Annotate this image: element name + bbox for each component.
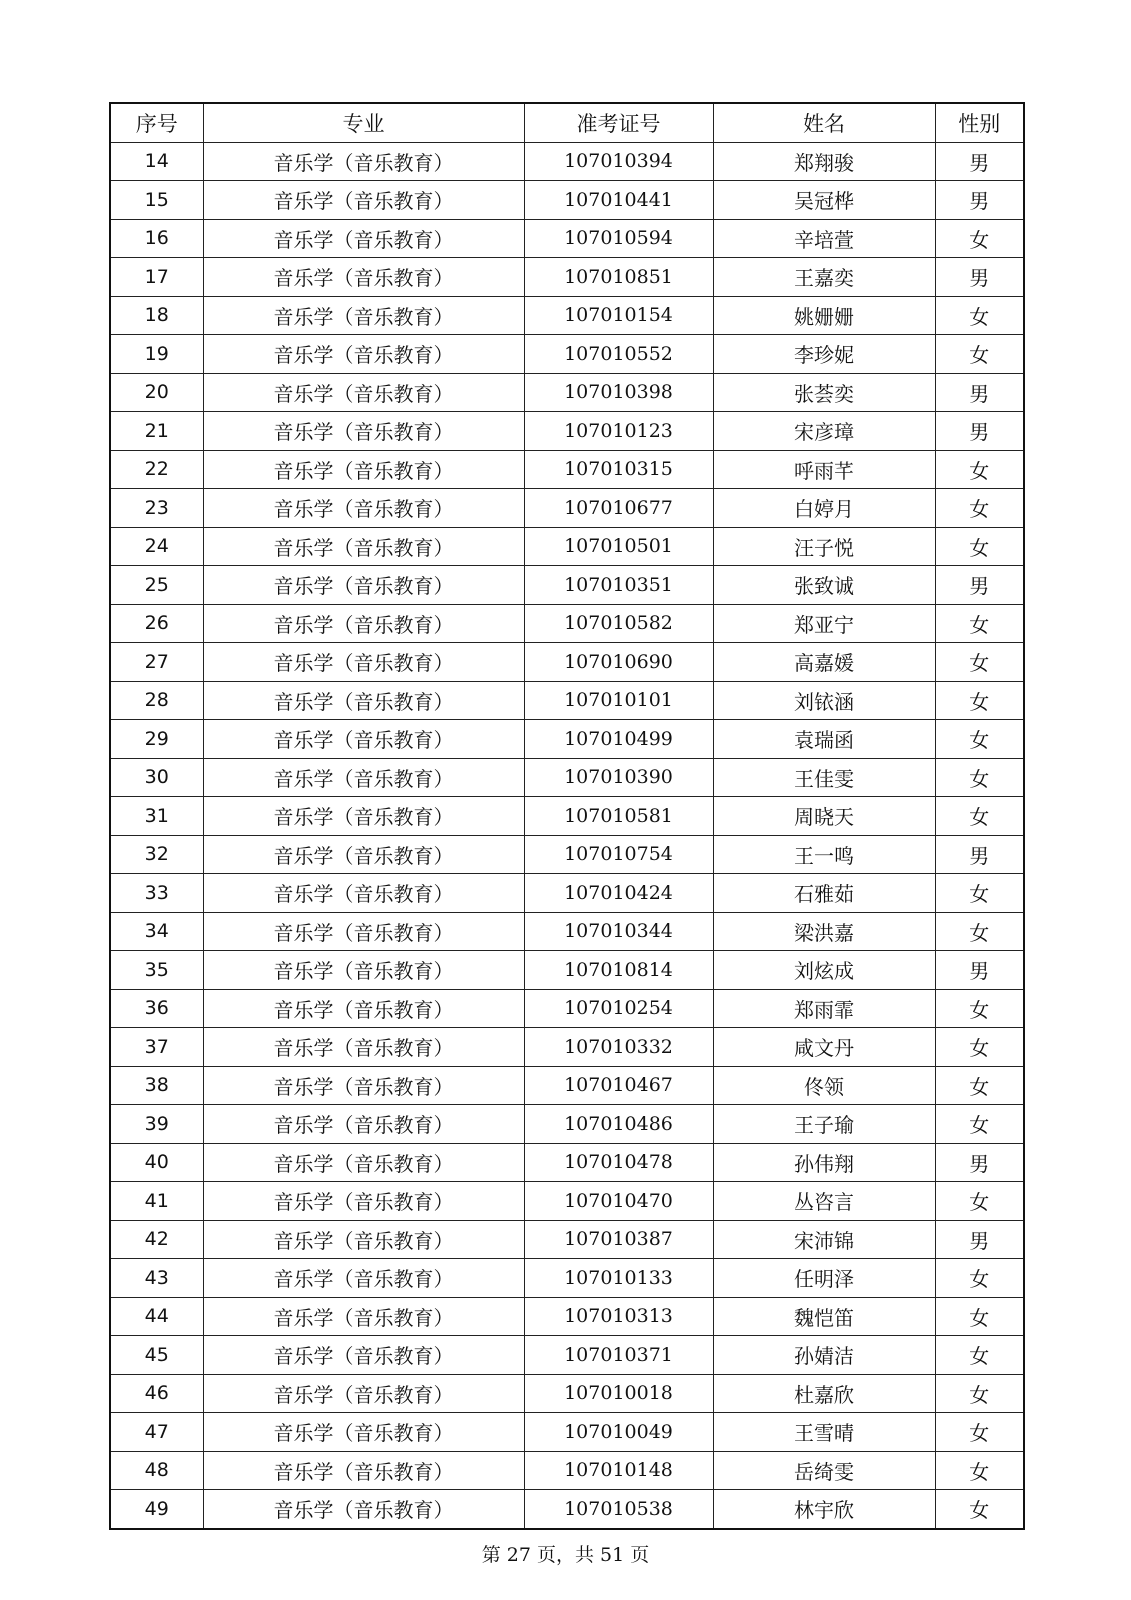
cell-seq: 17 bbox=[110, 258, 203, 297]
cell-gender: 男 bbox=[935, 566, 1024, 605]
cell-seq: 31 bbox=[110, 797, 203, 836]
cell-gender: 男 bbox=[935, 951, 1024, 990]
table-row bbox=[110, 604, 1024, 643]
cell-name: 姚姗姗 bbox=[713, 296, 935, 335]
table-row bbox=[110, 335, 1024, 374]
cell-major: 音乐学（音乐教育） bbox=[203, 912, 524, 951]
cell-seq: 47 bbox=[110, 1413, 203, 1452]
cell-major: 音乐学（音乐教育） bbox=[203, 1374, 524, 1413]
cell-name: 周晓天 bbox=[713, 797, 935, 836]
cell-exam-id: 107010315 bbox=[524, 450, 713, 489]
cell-gender: 男 bbox=[935, 258, 1024, 297]
cell-major: 音乐学（音乐教育） bbox=[203, 566, 524, 605]
table-body bbox=[110, 142, 1024, 1529]
cell-major: 音乐学（音乐教育） bbox=[203, 1259, 524, 1298]
cell-seq: 23 bbox=[110, 489, 203, 528]
cell-name: 孙伟翔 bbox=[713, 1143, 935, 1182]
cell-seq: 16 bbox=[110, 219, 203, 258]
cell-gender: 女 bbox=[935, 1451, 1024, 1490]
table-row bbox=[110, 181, 1024, 220]
cell-name: 李珍妮 bbox=[713, 335, 935, 374]
cell-name: 梁洪嘉 bbox=[713, 912, 935, 951]
cell-seq: 32 bbox=[110, 835, 203, 874]
admission-roster-table bbox=[109, 102, 1025, 1530]
table-row bbox=[110, 527, 1024, 566]
cell-major: 音乐学（音乐教育） bbox=[203, 604, 524, 643]
cell-major: 音乐学（音乐教育） bbox=[203, 1182, 524, 1221]
cell-major: 音乐学（音乐教育） bbox=[203, 681, 524, 720]
cell-seq: 35 bbox=[110, 951, 203, 990]
header-exam-id: 准考证号 bbox=[524, 103, 713, 142]
cell-major: 音乐学（音乐教育） bbox=[203, 835, 524, 874]
cell-seq: 42 bbox=[110, 1220, 203, 1259]
cell-exam-id: 107010478 bbox=[524, 1143, 713, 1182]
table-header-row bbox=[110, 103, 1024, 142]
cell-exam-id: 107010133 bbox=[524, 1259, 713, 1298]
cell-major: 音乐学（音乐教育） bbox=[203, 335, 524, 374]
cell-gender: 女 bbox=[935, 758, 1024, 797]
table-row bbox=[110, 1105, 1024, 1144]
table-row bbox=[110, 1374, 1024, 1413]
cell-name: 丛咨言 bbox=[713, 1182, 935, 1221]
header-major: 专业 bbox=[203, 103, 524, 142]
cell-seq: 14 bbox=[110, 142, 203, 181]
cell-major: 音乐学（音乐教育） bbox=[203, 1066, 524, 1105]
table-row bbox=[110, 681, 1024, 720]
cell-exam-id: 107010371 bbox=[524, 1336, 713, 1375]
cell-gender: 女 bbox=[935, 1336, 1024, 1375]
cell-exam-id: 107010814 bbox=[524, 951, 713, 990]
cell-name: 王一鸣 bbox=[713, 835, 935, 874]
table-row bbox=[110, 489, 1024, 528]
cell-seq: 38 bbox=[110, 1066, 203, 1105]
cell-seq: 25 bbox=[110, 566, 203, 605]
cell-exam-id: 107010486 bbox=[524, 1105, 713, 1144]
cell-exam-id: 107010441 bbox=[524, 181, 713, 220]
cell-name: 魏恺笛 bbox=[713, 1297, 935, 1336]
cell-exam-id: 107010499 bbox=[524, 720, 713, 759]
cell-name: 王子瑜 bbox=[713, 1105, 935, 1144]
cell-name: 宋彦璋 bbox=[713, 412, 935, 451]
header-gender: 性别 bbox=[935, 103, 1024, 142]
cell-gender: 男 bbox=[935, 373, 1024, 412]
cell-exam-id: 107010851 bbox=[524, 258, 713, 297]
cell-exam-id: 107010538 bbox=[524, 1490, 713, 1529]
cell-gender: 女 bbox=[935, 1259, 1024, 1298]
cell-exam-id: 107010049 bbox=[524, 1413, 713, 1452]
cell-seq: 30 bbox=[110, 758, 203, 797]
cell-seq: 20 bbox=[110, 373, 203, 412]
cell-name: 任明泽 bbox=[713, 1259, 935, 1298]
cell-seq: 34 bbox=[110, 912, 203, 951]
cell-name: 孙婧洁 bbox=[713, 1336, 935, 1375]
cell-gender: 女 bbox=[935, 1374, 1024, 1413]
cell-exam-id: 107010351 bbox=[524, 566, 713, 605]
cell-gender: 女 bbox=[935, 335, 1024, 374]
cell-major: 音乐学（音乐教育） bbox=[203, 219, 524, 258]
cell-exam-id: 107010582 bbox=[524, 604, 713, 643]
cell-major: 音乐学（音乐教育） bbox=[203, 142, 524, 181]
cell-gender: 女 bbox=[935, 296, 1024, 335]
table-row bbox=[110, 720, 1024, 759]
cell-name: 咸文丹 bbox=[713, 1028, 935, 1067]
cell-major: 音乐学（音乐教育） bbox=[203, 758, 524, 797]
table-row bbox=[110, 142, 1024, 181]
table-row bbox=[110, 450, 1024, 489]
cell-gender: 女 bbox=[935, 219, 1024, 258]
cell-name: 白婷月 bbox=[713, 489, 935, 528]
cell-gender: 男 bbox=[935, 142, 1024, 181]
cell-major: 音乐学（音乐教育） bbox=[203, 989, 524, 1028]
cell-gender: 女 bbox=[935, 874, 1024, 913]
cell-gender: 女 bbox=[935, 604, 1024, 643]
cell-gender: 女 bbox=[935, 912, 1024, 951]
cell-major: 音乐学（音乐教育） bbox=[203, 1413, 524, 1452]
cell-seq: 37 bbox=[110, 1028, 203, 1067]
cell-seq: 21 bbox=[110, 412, 203, 451]
cell-name: 郑翔骏 bbox=[713, 142, 935, 181]
cell-name: 岳绮雯 bbox=[713, 1451, 935, 1490]
cell-name: 石雅茹 bbox=[713, 874, 935, 913]
cell-major: 音乐学（音乐教育） bbox=[203, 258, 524, 297]
cell-exam-id: 107010390 bbox=[524, 758, 713, 797]
cell-major: 音乐学（音乐教育） bbox=[203, 527, 524, 566]
cell-major: 音乐学（音乐教育） bbox=[203, 412, 524, 451]
table-row bbox=[110, 1451, 1024, 1490]
cell-gender: 女 bbox=[935, 681, 1024, 720]
cell-exam-id: 107010148 bbox=[524, 1451, 713, 1490]
cell-name: 呼雨芊 bbox=[713, 450, 935, 489]
cell-major: 音乐学（音乐教育） bbox=[203, 1105, 524, 1144]
cell-name: 林宇欣 bbox=[713, 1490, 935, 1529]
table-row bbox=[110, 258, 1024, 297]
cell-major: 音乐学（音乐教育） bbox=[203, 181, 524, 220]
cell-major: 音乐学（音乐教育） bbox=[203, 643, 524, 682]
cell-name: 郑亚宁 bbox=[713, 604, 935, 643]
cell-major: 音乐学（音乐教育） bbox=[203, 720, 524, 759]
cell-major: 音乐学（音乐教育） bbox=[203, 1490, 524, 1529]
table-row bbox=[110, 874, 1024, 913]
cell-name: 刘炫成 bbox=[713, 951, 935, 990]
cell-name: 杜嘉欣 bbox=[713, 1374, 935, 1413]
cell-gender: 女 bbox=[935, 1413, 1024, 1452]
cell-exam-id: 107010501 bbox=[524, 527, 713, 566]
cell-major: 音乐学（音乐教育） bbox=[203, 1336, 524, 1375]
header-name: 姓名 bbox=[713, 103, 935, 142]
cell-major: 音乐学（音乐教育） bbox=[203, 373, 524, 412]
table-row bbox=[110, 1182, 1024, 1221]
cell-exam-id: 107010398 bbox=[524, 373, 713, 412]
table-row bbox=[110, 912, 1024, 951]
cell-exam-id: 107010254 bbox=[524, 989, 713, 1028]
header-seq: 序号 bbox=[110, 103, 203, 142]
table-row bbox=[110, 1028, 1024, 1067]
cell-gender: 女 bbox=[935, 1066, 1024, 1105]
cell-major: 音乐学（音乐教育） bbox=[203, 797, 524, 836]
table-row bbox=[110, 1259, 1024, 1298]
page-number-footer: 第 27 页，共 51 页 bbox=[481, 1544, 650, 1566]
cell-seq: 28 bbox=[110, 681, 203, 720]
cell-exam-id: 107010690 bbox=[524, 643, 713, 682]
cell-major: 音乐学（音乐教育） bbox=[203, 1297, 524, 1336]
cell-name: 辛培萱 bbox=[713, 219, 935, 258]
cell-gender: 女 bbox=[935, 1028, 1024, 1067]
cell-name: 汪子悦 bbox=[713, 527, 935, 566]
cell-exam-id: 107010552 bbox=[524, 335, 713, 374]
table-row bbox=[110, 643, 1024, 682]
table-row bbox=[110, 296, 1024, 335]
cell-major: 音乐学（音乐教育） bbox=[203, 1451, 524, 1490]
cell-seq: 24 bbox=[110, 527, 203, 566]
cell-name: 刘铱涵 bbox=[713, 681, 935, 720]
cell-gender: 女 bbox=[935, 1490, 1024, 1529]
cell-seq: 27 bbox=[110, 643, 203, 682]
table-row bbox=[110, 989, 1024, 1028]
cell-name: 吴冠桦 bbox=[713, 181, 935, 220]
cell-gender: 女 bbox=[935, 1182, 1024, 1221]
cell-exam-id: 107010018 bbox=[524, 1374, 713, 1413]
cell-exam-id: 107010754 bbox=[524, 835, 713, 874]
cell-gender: 男 bbox=[935, 835, 1024, 874]
table-row bbox=[110, 797, 1024, 836]
cell-seq: 26 bbox=[110, 604, 203, 643]
cell-major: 音乐学（音乐教育） bbox=[203, 1143, 524, 1182]
cell-exam-id: 107010470 bbox=[524, 1182, 713, 1221]
cell-seq: 41 bbox=[110, 1182, 203, 1221]
table-row bbox=[110, 1066, 1024, 1105]
table-row bbox=[110, 758, 1024, 797]
table-row bbox=[110, 1413, 1024, 1452]
cell-seq: 43 bbox=[110, 1259, 203, 1298]
cell-gender: 女 bbox=[935, 450, 1024, 489]
cell-seq: 45 bbox=[110, 1336, 203, 1375]
cell-major: 音乐学（音乐教育） bbox=[203, 1028, 524, 1067]
cell-exam-id: 107010581 bbox=[524, 797, 713, 836]
cell-exam-id: 107010123 bbox=[524, 412, 713, 451]
cell-major: 音乐学（音乐教育） bbox=[203, 874, 524, 913]
cell-exam-id: 107010344 bbox=[524, 912, 713, 951]
cell-name: 张致诚 bbox=[713, 566, 935, 605]
cell-exam-id: 107010467 bbox=[524, 1066, 713, 1105]
cell-major: 音乐学（音乐教育） bbox=[203, 450, 524, 489]
cell-seq: 15 bbox=[110, 181, 203, 220]
cell-exam-id: 107010154 bbox=[524, 296, 713, 335]
cell-seq: 19 bbox=[110, 335, 203, 374]
cell-gender: 男 bbox=[935, 1220, 1024, 1259]
cell-exam-id: 107010424 bbox=[524, 874, 713, 913]
cell-major: 音乐学（音乐教育） bbox=[203, 951, 524, 990]
cell-exam-id: 107010594 bbox=[524, 219, 713, 258]
cell-gender: 女 bbox=[935, 720, 1024, 759]
cell-name: 张荟奕 bbox=[713, 373, 935, 412]
cell-name: 王嘉奕 bbox=[713, 258, 935, 297]
table-row bbox=[110, 835, 1024, 874]
cell-exam-id: 107010313 bbox=[524, 1297, 713, 1336]
cell-name: 袁瑞函 bbox=[713, 720, 935, 759]
cell-major: 音乐学（音乐教育） bbox=[203, 1220, 524, 1259]
cell-gender: 女 bbox=[935, 797, 1024, 836]
table-row bbox=[110, 1297, 1024, 1336]
cell-seq: 18 bbox=[110, 296, 203, 335]
cell-seq: 33 bbox=[110, 874, 203, 913]
cell-gender: 女 bbox=[935, 1297, 1024, 1336]
cell-name: 宋沛锦 bbox=[713, 1220, 935, 1259]
cell-seq: 44 bbox=[110, 1297, 203, 1336]
cell-seq: 46 bbox=[110, 1374, 203, 1413]
cell-major: 音乐学（音乐教育） bbox=[203, 489, 524, 528]
cell-exam-id: 107010677 bbox=[524, 489, 713, 528]
cell-name: 郑雨霏 bbox=[713, 989, 935, 1028]
table-row bbox=[110, 373, 1024, 412]
cell-seq: 36 bbox=[110, 989, 203, 1028]
cell-exam-id: 107010387 bbox=[524, 1220, 713, 1259]
cell-name: 高嘉媛 bbox=[713, 643, 935, 682]
cell-seq: 48 bbox=[110, 1451, 203, 1490]
table-row bbox=[110, 1490, 1024, 1529]
cell-exam-id: 107010394 bbox=[524, 142, 713, 181]
table-row bbox=[110, 219, 1024, 258]
cell-gender: 男 bbox=[935, 412, 1024, 451]
cell-seq: 49 bbox=[110, 1490, 203, 1529]
table-row bbox=[110, 1336, 1024, 1375]
cell-major: 音乐学（音乐教育） bbox=[203, 296, 524, 335]
cell-seq: 22 bbox=[110, 450, 203, 489]
cell-name: 王佳雯 bbox=[713, 758, 935, 797]
cell-gender: 女 bbox=[935, 989, 1024, 1028]
table-row bbox=[110, 951, 1024, 990]
cell-seq: 39 bbox=[110, 1105, 203, 1144]
table-row bbox=[110, 1143, 1024, 1182]
cell-gender: 男 bbox=[935, 1143, 1024, 1182]
table-row bbox=[110, 1220, 1024, 1259]
cell-gender: 男 bbox=[935, 181, 1024, 220]
cell-name: 佟领 bbox=[713, 1066, 935, 1105]
cell-gender: 女 bbox=[935, 1105, 1024, 1144]
cell-seq: 40 bbox=[110, 1143, 203, 1182]
table-row bbox=[110, 566, 1024, 605]
cell-gender: 女 bbox=[935, 527, 1024, 566]
cell-gender: 女 bbox=[935, 489, 1024, 528]
cell-name: 王雪晴 bbox=[713, 1413, 935, 1452]
cell-seq: 29 bbox=[110, 720, 203, 759]
cell-exam-id: 107010101 bbox=[524, 681, 713, 720]
cell-exam-id: 107010332 bbox=[524, 1028, 713, 1067]
cell-gender: 女 bbox=[935, 643, 1024, 682]
table-row bbox=[110, 412, 1024, 451]
